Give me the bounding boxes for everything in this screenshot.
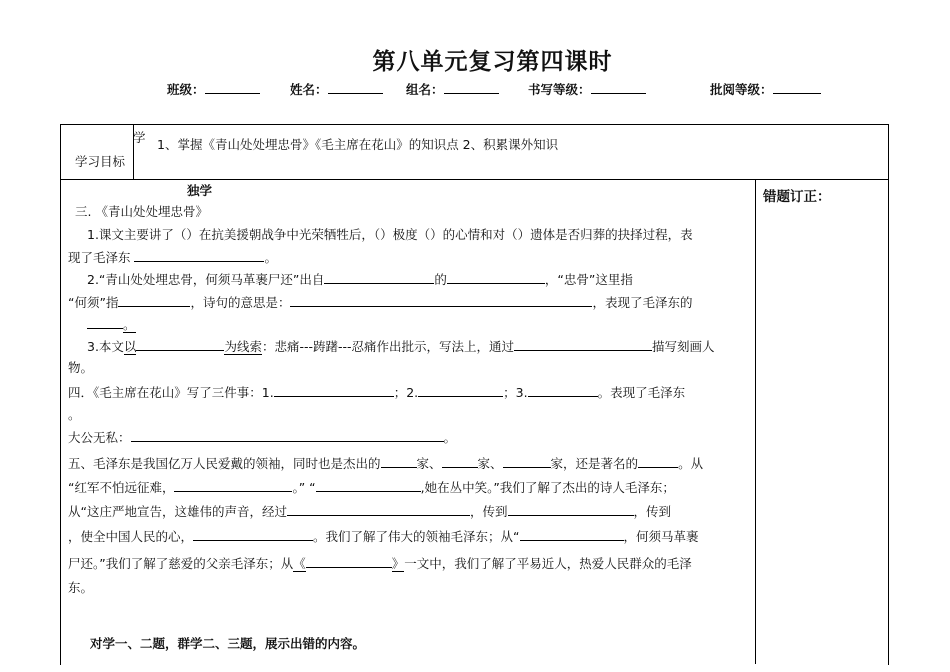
part3-title: 三. 《青山处处埋忠骨》	[75, 204, 208, 219]
q2-line3-end: 。	[123, 317, 136, 332]
part4-blank-selfless[interactable]	[131, 428, 444, 442]
table-divider	[60, 179, 888, 180]
q2-blank-source[interactable]	[324, 270, 434, 284]
q2-prefix: 2.“青山处处埋忠骨，何须马革裹尸还”出自	[87, 272, 325, 287]
goal-text: 1、掌握《青山处处埋忠骨》《毛主席在花山》的知识点 2、积累课外知识	[157, 137, 559, 152]
writing-grade-label: 书写等级：	[528, 82, 591, 97]
page-title: 第八单元复习第四课时	[372, 49, 613, 75]
part5-l1-d: 家，还是著名的	[550, 456, 639, 471]
q2-mid1: 的	[434, 272, 447, 287]
part5-blank-1[interactable]	[381, 454, 417, 468]
q2-line3	[87, 315, 136, 333]
group-field	[406, 80, 499, 98]
q2-mid2: ，“忠骨”这里指	[544, 272, 633, 287]
part5-blank-4[interactable]	[638, 454, 678, 468]
part5-blank-9[interactable]	[193, 527, 313, 541]
writing-grade-field	[528, 80, 646, 98]
part5-l1-b: 家、	[416, 456, 442, 471]
name-field	[290, 80, 383, 98]
part4-line3	[68, 428, 456, 446]
part5-l5-d: 一文中，我们了解了平易近人，热爱人民群众的毛泽	[404, 556, 692, 571]
review-grade-field	[710, 80, 821, 98]
part5-l5-close: 》	[391, 556, 405, 571]
name-label: 姓名：	[290, 82, 328, 97]
part5-line5	[68, 554, 692, 572]
part4-n3: ；3.	[503, 385, 528, 400]
q2-line2-b: ，诗句的意思是：	[190, 295, 291, 310]
part5-l1-c: 家、	[477, 456, 503, 471]
part5-l5-a: 尸还。”我们了解了慈爱的父亲毛泽东；从	[68, 556, 294, 571]
part4-blank-1[interactable]	[274, 383, 394, 397]
part4-line3-end: 。	[443, 430, 457, 445]
part5-line1	[68, 454, 703, 472]
goal-label: 学习目标	[75, 154, 126, 169]
q1-blank[interactable]	[134, 248, 264, 262]
section-heading: 独学	[187, 183, 213, 198]
part5-blank-8[interactable]	[508, 502, 634, 516]
review-grade-label: 批阅等级：	[710, 82, 773, 97]
q3-rest: ：悲痛---踌躇---忍痛作出批示，写法上，通过	[261, 339, 515, 354]
q3-line1	[87, 337, 715, 355]
part5-blank-6[interactable]	[316, 478, 421, 492]
group-blank[interactable]	[444, 81, 499, 94]
review-grade-blank[interactable]	[773, 81, 821, 94]
part4-line3-prefix: 大公无私：	[68, 430, 131, 445]
part4-line2: 。	[68, 407, 81, 422]
q1-line2-prefix: 现了毛泽东	[68, 250, 135, 265]
q1-line2-suffix: 。	[264, 250, 277, 265]
part5-l2-a: “红军不怕远征难，	[68, 480, 175, 495]
part4-blank-2[interactable]	[418, 383, 503, 397]
part5-blank-5[interactable]	[174, 478, 292, 492]
correction-column-divider	[755, 180, 756, 664]
name-blank[interactable]	[328, 81, 383, 94]
q2-blank-quality[interactable]	[87, 315, 123, 329]
part5-l3-b: ，传到	[469, 504, 508, 519]
q2-blank-title[interactable]	[447, 270, 545, 284]
part5-l3-a: 从“这庄严地宣告，这雄伟的声音，经过	[68, 504, 287, 519]
part5-l4-a: ，使全中国人民的心，	[68, 529, 194, 544]
q2-line2-c: ，表现了毛泽东的	[592, 295, 693, 310]
part5-blank-7[interactable]	[287, 502, 470, 516]
part5-line4	[68, 527, 699, 545]
part5-l1-e: 。从	[678, 456, 704, 471]
q2-blank-meaning[interactable]	[290, 293, 592, 307]
part4-n2: ；2.	[393, 385, 419, 400]
group-label: 组名：	[406, 82, 444, 97]
q3-yi: 以	[123, 339, 137, 354]
q3-line2: 物。	[68, 360, 94, 375]
class-label: 班级：	[167, 82, 205, 97]
q2-line1	[87, 270, 633, 288]
q2-line2	[68, 293, 692, 311]
q3-blank-method[interactable]	[514, 337, 652, 351]
part4-end: 。表现了毛泽东	[597, 385, 686, 400]
writing-grade-blank[interactable]	[591, 81, 646, 94]
q1-line1: 1.课文主要讲了（）在抗美援朝战争中光荣牺牲后，（）极度（）的心情和对（）遗体是否归葬的抉择过程，表	[87, 227, 693, 242]
part5-l5-open: 《	[293, 556, 306, 571]
part5-l1-a: 五、毛泽东是我国亿万人民爱戴的领袖，同时也是杰出的	[68, 456, 381, 471]
q3-wei: 为线索	[224, 339, 262, 354]
part5-blank-3[interactable]	[503, 454, 551, 468]
part5-l4-c: ，何须马革裹	[623, 529, 699, 544]
q2-blank-hexu[interactable]	[118, 293, 190, 307]
part5-blank-10[interactable]	[520, 527, 624, 541]
q3-blank-clue[interactable]	[136, 337, 224, 351]
part5-l3-c: ，传到	[633, 504, 672, 519]
correction-label: 错题订正：	[763, 189, 831, 205]
q3-prefix: 3.本文	[87, 339, 124, 354]
footer-instruction: 对学一、二题，群学二、三题，展示出错的内容。	[90, 636, 366, 651]
part5-blank-2[interactable]	[442, 454, 478, 468]
part5-line2	[68, 478, 675, 496]
part5-l2-b: 。” “	[292, 480, 316, 495]
goal-xue: 学	[133, 130, 146, 145]
class-field	[167, 80, 260, 98]
part4-blank-3[interactable]	[528, 383, 598, 397]
part5-line6: 东。	[68, 580, 94, 595]
part4-prefix: 四．《毛主席在花山》写了三件事：1.	[68, 385, 274, 400]
class-blank[interactable]	[205, 81, 260, 94]
part5-line3	[68, 502, 671, 520]
q3-end: 描写刻画人	[652, 339, 715, 354]
q2-line2-a: “何须”指	[68, 295, 119, 310]
part5-l4-b: 。我们了解了伟大的领袖毛泽东；从“	[313, 529, 520, 544]
part4-line1	[68, 383, 685, 401]
part5-blank-11[interactable]	[306, 554, 392, 568]
part5-l2-c: ,她在丛中笑。”我们了解了杰出的诗人毛泽东；	[420, 480, 675, 495]
q1-line2	[68, 248, 277, 266]
